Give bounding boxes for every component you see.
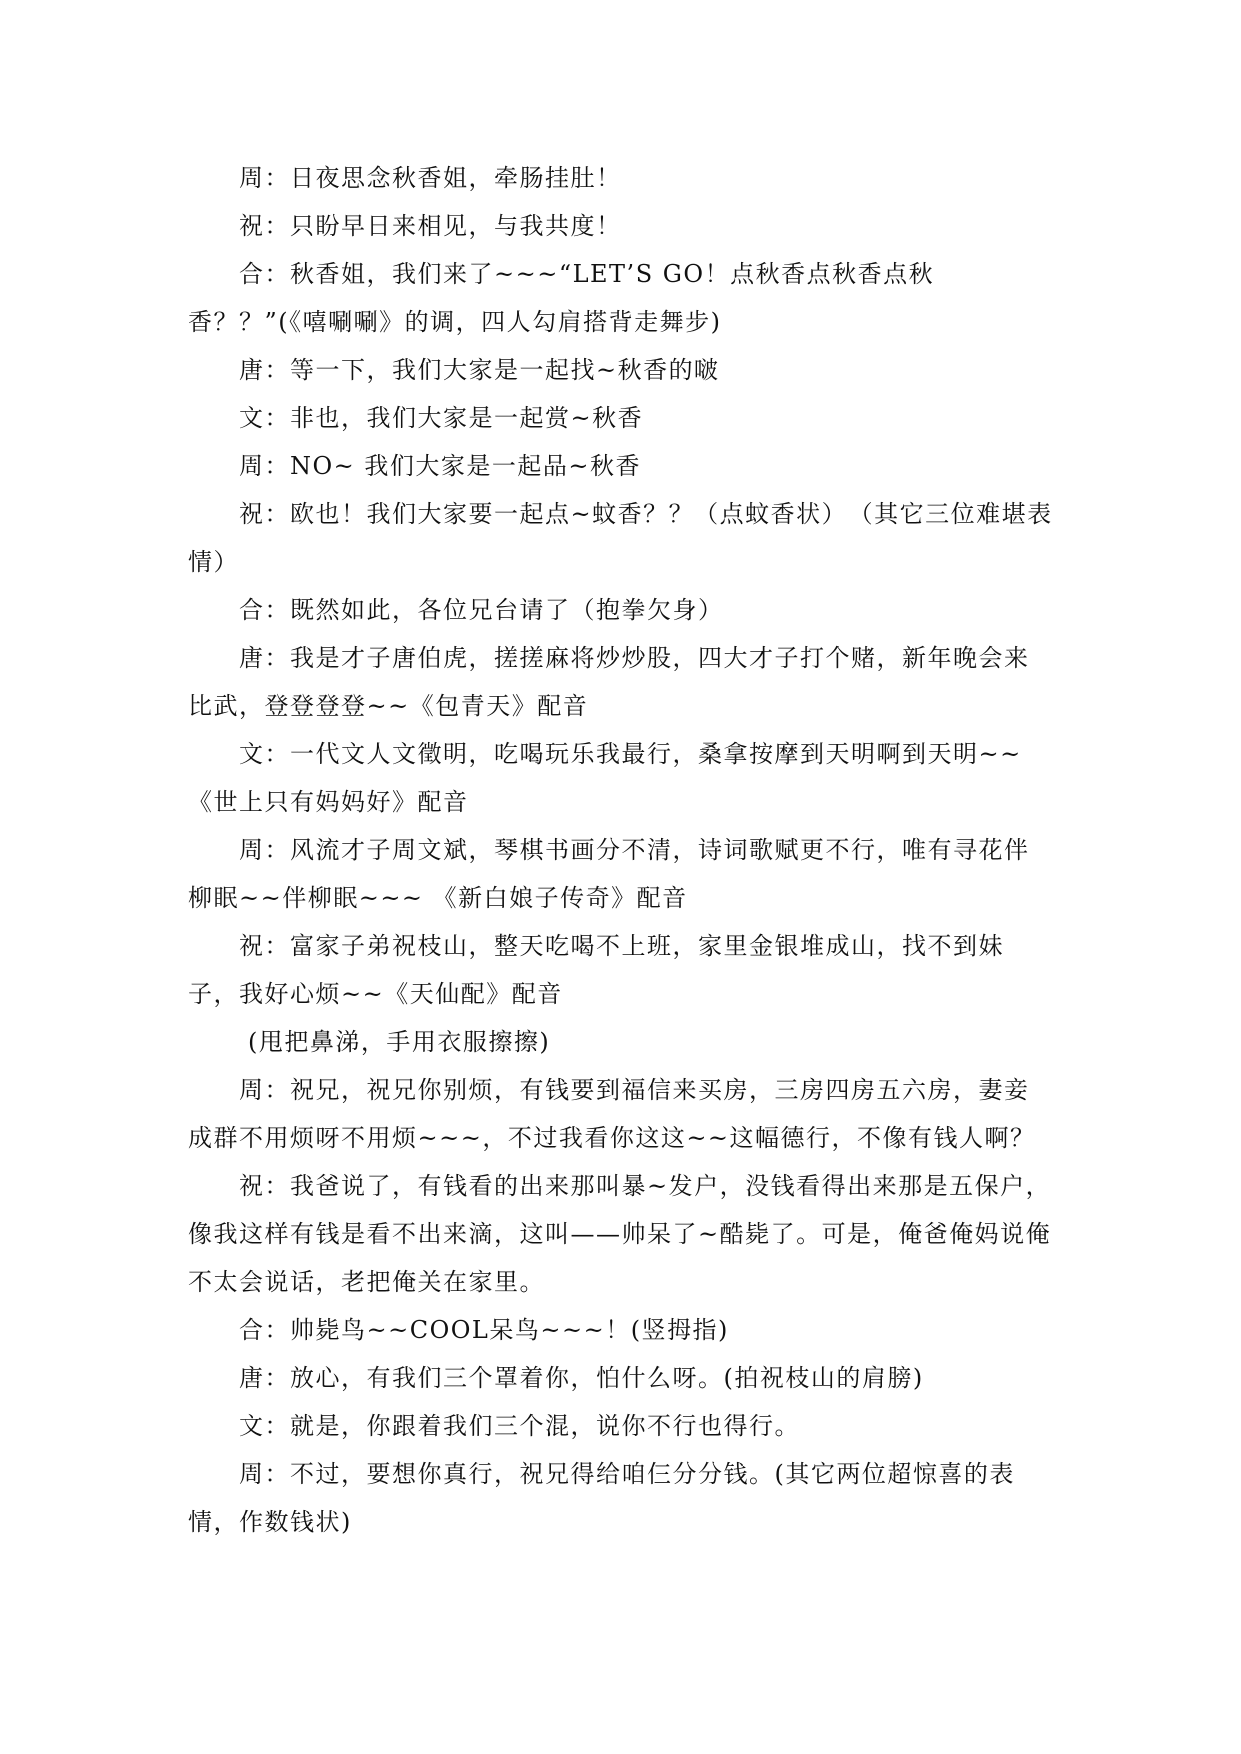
dialogue-line: 祝：我爸说了，有钱看的出来那叫暴~发户，没钱看得出来那是五保户，像我这样有钱是看不出来滴，这叫——帅呆了~酷毙了。可是，俺爸俺妈说俺不太会说话，老把俺关在家里。 [188,1172,1052,1296]
dialogue-line: 唐：我是才子唐伯虎，搓搓麻将炒炒股，四大才子打个赌，新年晚会来比武，登登登登~~《包青天》配音 [188,644,1030,720]
dialogue-line: 周：日夜思念秋香姐，牵肠挂肚！ [239,164,622,192]
dialogue-line: 祝：欧也！我们大家要一起点~蚊香？？（点蚊香状） （其它三位难堪表情） [188,500,1053,576]
dialogue-line: 合：帅毙鸟~~COOL呆鸟~~~！(竖拇指) [239,1316,729,1344]
dialogue-line: 合：既然如此，各位兄台请了（抱拳欠身） [239,596,724,624]
dialogue-line: 文：一代文人文徵明，吃喝玩乐我最行，桑拿按摩到天明啊到天明~~《世上只有妈妈好》配音 [188,740,1022,816]
dialogue-line: 唐：等一下，我们大家是一起找~秋香的啵 [239,356,720,384]
dialogue-line: 周：风流才子周文斌，琴棋书画分不清，诗词歌赋更不行，唯有寻花伴柳眠~~伴柳眠~~~ 《新白娘子传奇》配音 [188,836,1030,912]
dialogue-line: 祝：富家子弟祝枝山，整天吃喝不上班，家里金银堆成山，找不到妹子，我好心烦~~《天仙配》配音 [188,932,1004,1008]
dialogue-line: 文：就是，你跟着我们三个混，说你不行也得行。 [239,1412,800,1440]
dialogue-line: 周：祝兄，祝兄你别烦，有钱要到福信来买房，三房四房五六房，妻妾成群不用烦呀不用烦~~~，不过我看你这这~~这幅德行，不像有钱人啊？ [188,1076,1036,1152]
script-text [188,154,1053,1546]
dialogue-line: 文：非也，我们大家是一起赏~秋香 [239,404,644,432]
stage-direction: (甩把鼻涕，手用衣服擦擦) [248,1028,551,1056]
dialogue-line: 唐：放心，有我们三个罩着你，怕什么呀。(拍祝枝山的肩膀) [239,1364,924,1392]
dialogue-line: 合：秋香姐，我们来了~~~“LET’S GO！点秋香点秋香点秋香？？”(《嘻唰唰》的调，四人勾肩搭背走舞步) [188,260,935,336]
dialogue-line: 周：不过，要想你真行，祝兄得给咱仨分分钱。(其它两位超惊喜的表情，作数钱状) [188,1460,1015,1536]
dialogue-line: 周：NO~ 我们大家是一起品~秋香 [239,452,642,480]
dialogue-line: 祝：只盼早日来相见，与我共度！ [239,212,622,240]
